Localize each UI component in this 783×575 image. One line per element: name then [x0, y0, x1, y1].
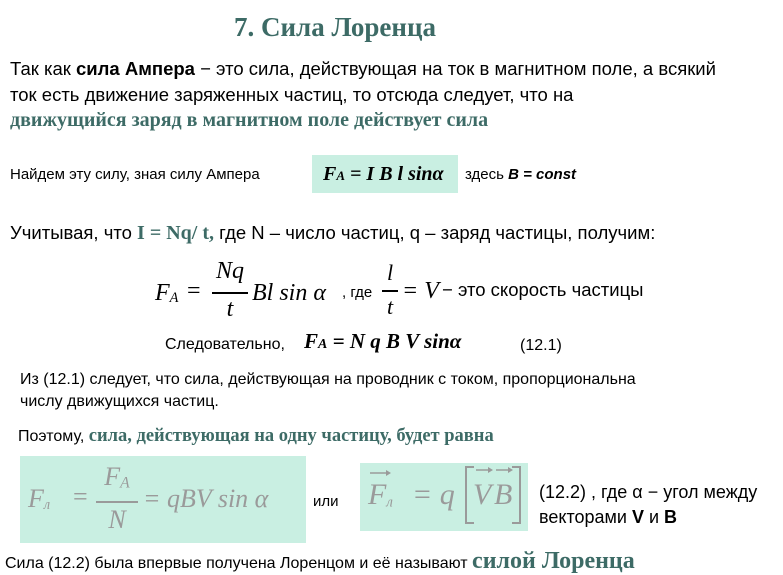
- b-const-note: здесь B = const: [465, 166, 577, 183]
- l-fraction-line: [382, 290, 398, 292]
- final-line: Сила (12.2) была впервые получена Лоренцом и её называют силой Лоренца: [5, 548, 635, 574]
- current-definition-line: Учитывая, что I = Nq/ t, где N – число частиц, q – заряд частицы, получим:: [10, 222, 656, 244]
- lorentz-fraction-line: [96, 501, 138, 503]
- paragraph-line-1: Из (12.1) следует, что сила, действующая на проводник с током, пропорциональна: [20, 371, 636, 388]
- ampere-force-term: сила Ампера: [76, 58, 195, 79]
- vector-F: $F_л$: [368, 478, 393, 511]
- formula1-numerator: Nq: [215, 258, 244, 284]
- lorentz-force-term: силой Лоренца: [472, 548, 635, 574]
- formula1-tail: Bl sin α: [252, 280, 326, 306]
- find-force-text: Найдем эту силу, зная силу Ампера: [10, 166, 260, 183]
- formula1-fraction-line: [212, 292, 248, 294]
- intro-line-3: движущийся заряд в магнитном поле действует сила: [10, 109, 489, 131]
- hence-line: Поэтому, сила, действующая на одну частицу, будет равна: [18, 426, 494, 446]
- lorentz-lhs: $F_л$: [28, 484, 51, 514]
- lorentz-rhs: = qBV sin α: [143, 484, 269, 513]
- or-text: или: [313, 493, 339, 510]
- vector-B: B: [494, 478, 513, 511]
- result-formula: FA = N q B V sinα: [304, 329, 462, 353]
- ampere-formula: FA = I B l sinα: [323, 163, 444, 185]
- where-text: , где: [342, 284, 373, 301]
- equals-v: = V: [402, 278, 439, 304]
- vector-V: V: [473, 478, 492, 511]
- lorentz-numerator: $F_A$: [104, 462, 130, 492]
- l-numerator: l: [386, 260, 394, 285]
- paragraph-line-2: числу движущихся частиц.: [20, 393, 219, 410]
- lorentz-denominator: N: [108, 505, 126, 534]
- formula1-equals: =: [187, 278, 201, 304]
- page-title: 7. Сила Лоренца: [233, 12, 436, 42]
- intro-line-2: ток есть движение заряженных частиц, то отсюда следует, что на: [10, 84, 574, 105]
- lorentz-equals: =: [73, 482, 88, 511]
- equation-12-2-note: (12.2) , где α − угол между векторами V и B: [539, 482, 758, 527]
- t-denominator: t: [386, 294, 394, 319]
- vector-eq-q: = q: [412, 478, 455, 511]
- formula1-denominator: t: [226, 296, 234, 322]
- intro-line-1: Так как сила Ампера − это сила, действующая на ток в магнитном поле, а всякий: [10, 58, 716, 79]
- speed-description: − это скорость частицы: [442, 279, 644, 300]
- therefore-text: Следовательно,: [165, 336, 285, 353]
- formula1-lhs: $F_A$: [155, 280, 179, 307]
- current-formula: I = Nq/ t,: [137, 222, 215, 244]
- equation-number-12-1: (12.1): [520, 337, 562, 354]
